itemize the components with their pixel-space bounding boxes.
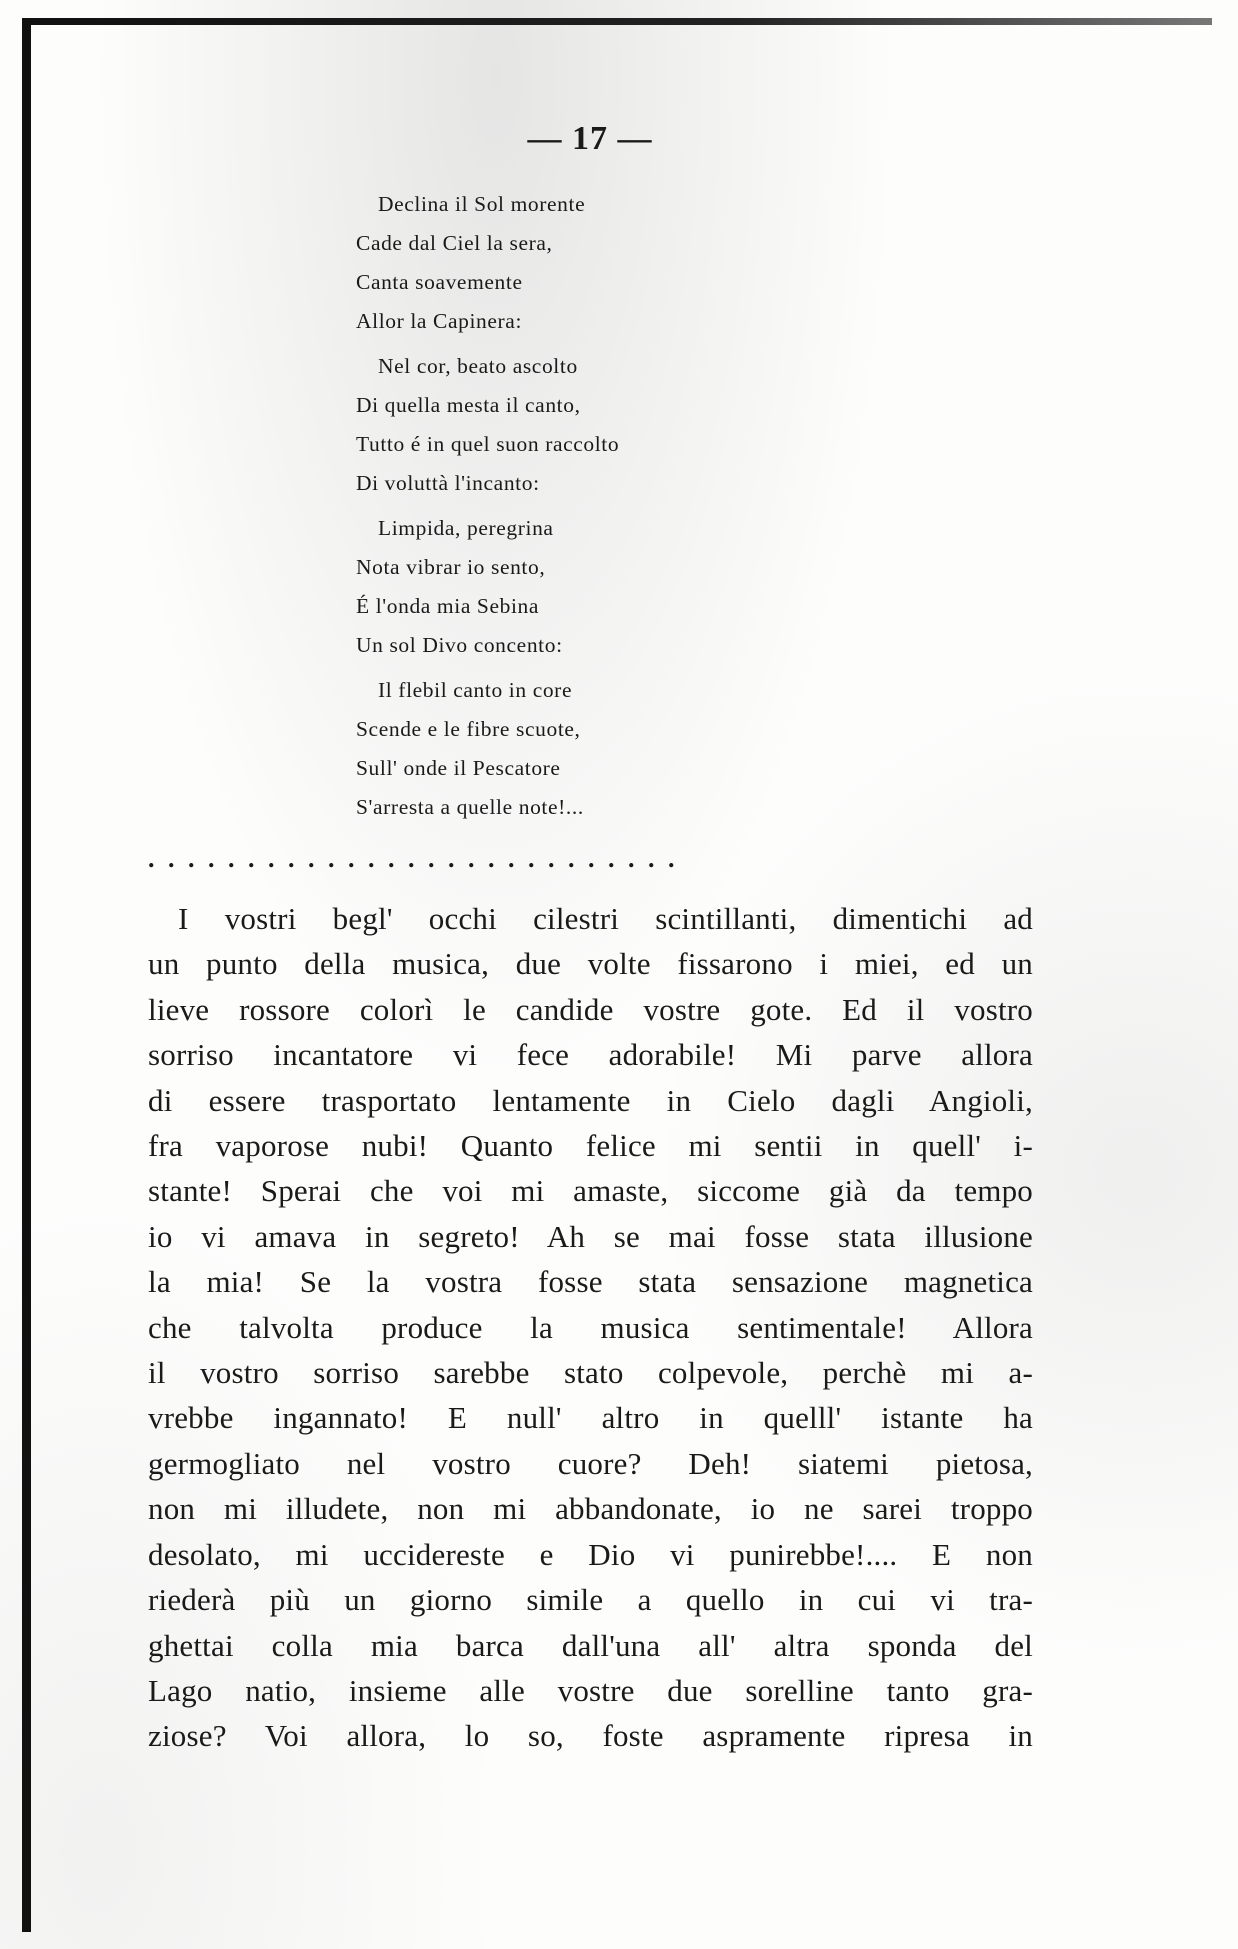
prose-line: vrebbe ingannato! E null' altro in quelll' istante ha <box>148 1400 1033 1436</box>
page-top-edge <box>22 18 1212 25</box>
poem-verse: Di voluttà l'incanto: <box>356 471 540 495</box>
prose-paragraph <box>148 896 1033 1759</box>
poem-stanza <box>356 509 856 665</box>
prose-line: che talvolta produce la musica sentimentale! Allora <box>148 1309 1033 1345</box>
prose-line: di essere trasportato lentamente in Cielo dagli Angioli, <box>148 1082 1033 1118</box>
poem-verse: Di quella mesta il canto, <box>356 393 581 417</box>
prose-line: desolato, mi uccidereste e Dio vi punirebbe!.... E non <box>148 1536 1033 1572</box>
prose-line: I vostri begl' occhi cilestri scintillanti, dimentichi ad <box>178 901 1033 936</box>
poem-stanza <box>356 347 856 503</box>
poem-verse: Scende e le fibre scuote, <box>356 717 581 741</box>
prose-line: un punto della musica, due volte fissarono i miei, ed un <box>148 946 1033 982</box>
prose-line: ghettai colla mia barca dall'una all' altra sponda del <box>148 1627 1033 1663</box>
poem <box>356 185 856 833</box>
poem-verse: Sull' onde il Pescatore <box>356 756 561 780</box>
poem-verse: Un sol Divo concento: <box>356 633 563 657</box>
prose-line: lieve rossore colorì le candide vostre gote. Ed il vostro <box>148 991 1033 1027</box>
section-separator: ........................... <box>148 844 688 873</box>
prose-line: io vi amava in segreto! Ah se mai fosse stata illusione <box>148 1218 1033 1254</box>
poem-verse: Nel cor, beato ascolto <box>378 354 578 378</box>
poem-verse: Cade dal Ciel la sera, <box>356 231 553 255</box>
prose-line: la mia! Se la vostra fosse stata sensazione magnetica <box>148 1264 1033 1300</box>
prose-line: non mi illudete, non mi abbandonate, io ne sarei troppo <box>148 1491 1033 1527</box>
poem-stanza <box>356 185 856 341</box>
prose-line: riederà più un giorno simile a quello in cui vi tra- <box>148 1582 1033 1618</box>
poem-verse: É l'onda mia Sebina <box>356 594 540 618</box>
poem-verse: Nota vibrar io sento, <box>356 555 546 579</box>
poem-verse: Limpida, peregrina <box>378 516 554 540</box>
poem-verse: Canta soavemente <box>356 270 523 294</box>
prose-line: sorriso incantatore vi fece adorabile! Mi parve allora <box>148 1037 1033 1073</box>
prose-line: ziose? Voi allora, lo so, foste aspramente ripresa in <box>148 1718 1033 1754</box>
poem-verse: Il flebil canto in core <box>378 678 573 702</box>
poem-stanza <box>356 671 856 827</box>
prose-line: il vostro sorriso sarebbe stato colpevole, perchè mi a- <box>148 1355 1033 1391</box>
poem-verse: Tutto é in quel suon raccolto <box>356 432 620 456</box>
page-left-edge <box>22 22 31 1932</box>
prose-line: stante! Sperai che voi mi amaste, siccome già da tempo <box>148 1173 1033 1209</box>
poem-verse: S'arresta a quelle note!... <box>356 795 584 819</box>
poem-verse: Allor la Capinera: <box>356 309 523 333</box>
prose-line: germogliato nel vostro cuore? Deh! siatemi pietosa, <box>148 1445 1033 1481</box>
prose-line: fra vaporose nubi! Quanto felice mi sentii in quell' i- <box>148 1128 1033 1164</box>
poem-verse: Declina il Sol morente <box>378 192 586 216</box>
prose-line: Lago natio, insieme alle vostre due sorelline tanto gra- <box>148 1672 1033 1708</box>
page-number: — 17 — <box>527 120 653 157</box>
